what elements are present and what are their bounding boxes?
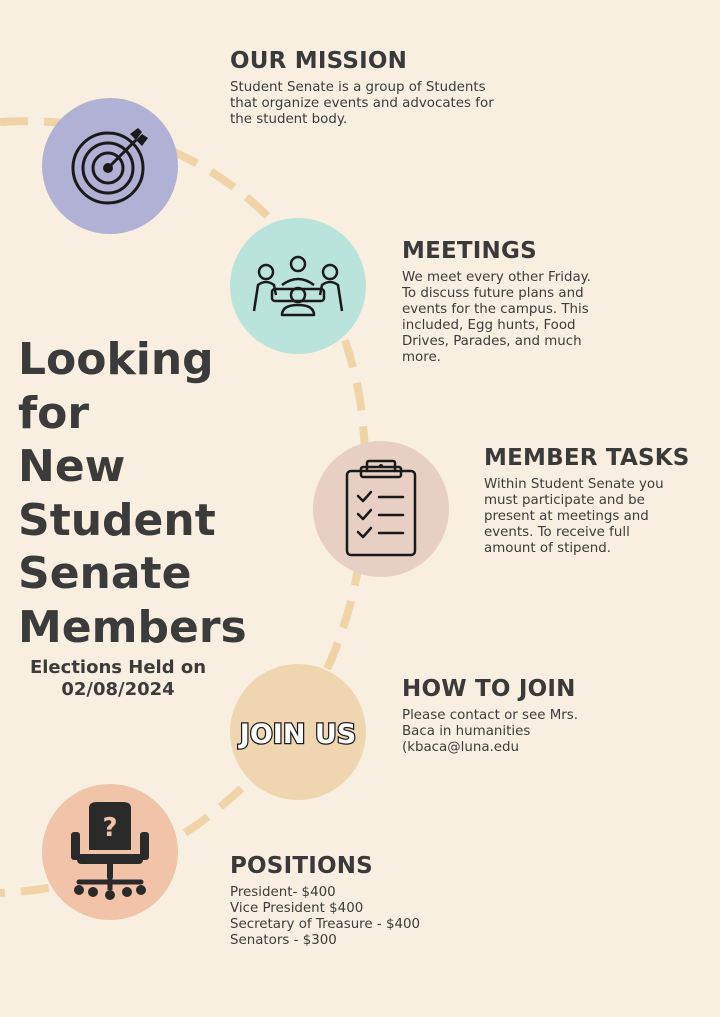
positions-circle (42, 784, 178, 920)
title-line: Student (18, 494, 216, 546)
positions-list (230, 885, 530, 949)
text-line: Drives, Parades, and much (402, 334, 582, 350)
target-icon (70, 126, 150, 206)
title-line: Looking (18, 334, 214, 385)
clipboard-checklist-icon (343, 459, 419, 559)
tasks-text (484, 477, 714, 557)
title-line: Members (18, 601, 247, 653)
meetings-text (402, 270, 662, 366)
text-line: Baca in humanities (402, 724, 531, 740)
join-us-badge (231, 707, 365, 757)
text-line: events. To receive full (484, 525, 630, 541)
text-line: amount of stipend. (484, 541, 612, 557)
elections-label: Elections Held on (29, 657, 207, 678)
position-item: Secretary of Treasure - $400 (230, 917, 421, 933)
mission-circle (42, 98, 178, 234)
position-item: Senators - $300 (230, 933, 337, 949)
title-line: New (18, 441, 126, 492)
position-item: Vice President $400 (230, 901, 364, 917)
title-line: Senate (18, 548, 192, 599)
text-line: included, Egg hunts, Food (402, 318, 576, 334)
title-line: for (18, 387, 90, 439)
elections-date (18, 657, 218, 701)
position-item: President- $400 (230, 885, 336, 901)
mission-heading: OUR MISSION (230, 48, 408, 74)
text-line: the student body. (230, 112, 348, 128)
meetings-section (402, 238, 662, 366)
text-line: that organize events and advocates for (230, 96, 494, 112)
positions-heading: POSITIONS (230, 853, 373, 879)
join-circle (230, 664, 366, 800)
tasks-heading: MEMBER TASKS (484, 445, 690, 471)
text-line: We meet every other Friday. (402, 270, 591, 286)
join-text (402, 708, 662, 756)
contact-email: (kbaca@luna.edu (402, 740, 520, 756)
join-section (402, 676, 662, 756)
text-line: Student Senate is a group of Students (230, 80, 486, 96)
meeting-table-icon (252, 255, 344, 317)
text-line: more. (402, 350, 441, 366)
join-heading: HOW TO JOIN (402, 676, 576, 702)
text-line: To discuss future plans and (402, 286, 584, 302)
elections-date-value: 02/08/2024 (61, 679, 175, 700)
svg-text:?: ? (102, 813, 118, 843)
text-line: Please contact or see Mrs. (402, 708, 579, 724)
tasks-section (484, 445, 714, 557)
positions-section (230, 853, 530, 949)
tasks-circle (313, 441, 449, 577)
office-chair-question-icon (69, 802, 151, 902)
page-title (18, 333, 247, 654)
meetings-heading: MEETINGS (402, 238, 537, 264)
mission-text (230, 80, 530, 128)
text-line: present at meetings and (484, 509, 649, 525)
meetings-circle (230, 218, 366, 354)
mission-section (230, 48, 530, 128)
text-line: must participate and be (484, 493, 645, 509)
text-line: events for the campus. This (402, 302, 589, 318)
join-us-text: JOIN US (239, 719, 357, 750)
text-line: Within Student Senate you (484, 477, 664, 493)
